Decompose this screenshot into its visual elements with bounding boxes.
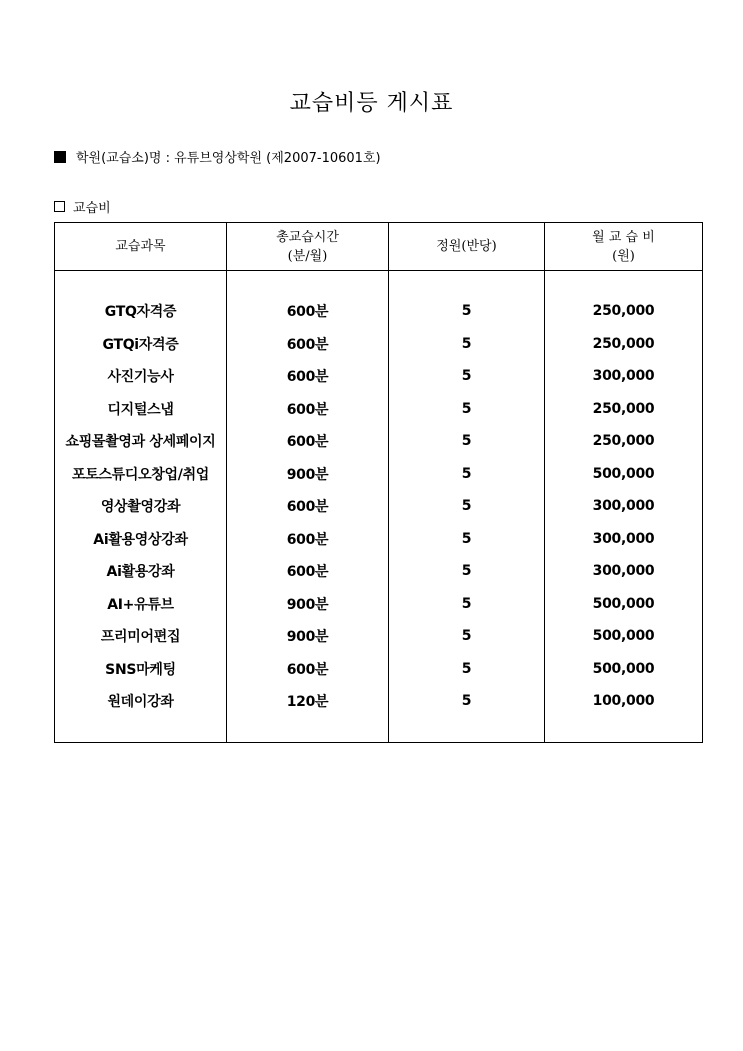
cell-hours: 600분 <box>227 490 389 523</box>
cell-hours: 600분 <box>227 653 389 686</box>
table-row <box>55 588 703 621</box>
cell-course: 포토스튜디오창업/취업 <box>55 458 227 491</box>
table-row <box>55 620 703 653</box>
cell-hours: 900분 <box>227 458 389 491</box>
filled-square-bullet-icon <box>54 151 66 163</box>
cell-fee: 100,000 <box>545 685 703 718</box>
table-row <box>55 685 703 718</box>
cell-hours: 600분 <box>227 360 389 393</box>
cell-capacity: 5 <box>389 685 545 718</box>
cell-hours: 900분 <box>227 620 389 653</box>
cell-capacity: 5 <box>389 328 545 361</box>
cell-capacity: 5 <box>389 490 545 523</box>
table-row <box>55 555 703 588</box>
header-course: 교습과목 <box>55 223 227 271</box>
spacer-row <box>55 271 703 296</box>
table-row <box>55 653 703 686</box>
cell-fee: 500,000 <box>545 458 703 491</box>
cell-fee: 250,000 <box>545 425 703 458</box>
cell-capacity: 5 <box>389 425 545 458</box>
cell-capacity: 5 <box>389 588 545 621</box>
cell-fee: 250,000 <box>545 295 703 328</box>
table-header-row <box>55 223 703 271</box>
table-row <box>55 523 703 556</box>
table-row <box>55 490 703 523</box>
cell-hours: 600분 <box>227 523 389 556</box>
cell-course: 영상촬영강좌 <box>55 490 227 523</box>
cell-fee: 300,000 <box>545 360 703 393</box>
cell-course: GTQi자격증 <box>55 328 227 361</box>
spacer-row <box>55 718 703 743</box>
academy-label: 학원(교습소)명 : 유튜브영상학원 (제2007-10601호) <box>76 151 381 166</box>
cell-fee: 250,000 <box>545 328 703 361</box>
cell-hours: 900분 <box>227 588 389 621</box>
cell-course: AI+유튜브 <box>55 588 227 621</box>
cell-course: Ai활용강좌 <box>55 555 227 588</box>
cell-course: 프리미어편집 <box>55 620 227 653</box>
cell-capacity: 5 <box>389 523 545 556</box>
cell-capacity: 5 <box>389 393 545 426</box>
page-title: 교습비등 게시표 <box>289 91 454 116</box>
table-row <box>55 360 703 393</box>
cell-course: 원데이강좌 <box>55 685 227 718</box>
section-label: 교습비 <box>73 201 111 216</box>
cell-fee: 300,000 <box>545 555 703 588</box>
cell-fee: 500,000 <box>545 588 703 621</box>
cell-hours: 120분 <box>227 685 389 718</box>
cell-hours: 600분 <box>227 328 389 361</box>
cell-hours: 600분 <box>227 295 389 328</box>
cell-capacity: 5 <box>389 295 545 328</box>
cell-hours: 600분 <box>227 555 389 588</box>
cell-hours: 600분 <box>227 425 389 458</box>
cell-fee: 300,000 <box>545 523 703 556</box>
cell-fee: 300,000 <box>545 490 703 523</box>
cell-course: 사진기능사 <box>55 360 227 393</box>
table-row <box>55 295 703 328</box>
cell-capacity: 5 <box>389 555 545 588</box>
header-hours: 총교습시간 (분/월) <box>227 223 389 271</box>
header-capacity: 정원(반당) <box>389 223 545 271</box>
cell-course: SNS마케팅 <box>55 653 227 686</box>
header-fee: 월 교 습 비 (원) <box>545 223 703 271</box>
cell-course: Ai활용영상강좌 <box>55 523 227 556</box>
section-heading <box>54 197 111 216</box>
cell-capacity: 5 <box>389 458 545 491</box>
academy-info <box>54 147 381 166</box>
cell-capacity: 5 <box>389 620 545 653</box>
table-row <box>55 458 703 491</box>
empty-square-bullet-icon <box>54 201 65 212</box>
table-row <box>55 425 703 458</box>
cell-course: 쇼핑몰촬영과 상세페이지 <box>55 425 227 458</box>
cell-fee: 500,000 <box>545 620 703 653</box>
cell-course: 디지털스냅 <box>55 393 227 426</box>
cell-capacity: 5 <box>389 653 545 686</box>
fee-table <box>54 222 703 743</box>
table-row <box>55 393 703 426</box>
cell-capacity: 5 <box>389 360 545 393</box>
cell-course: GTQ자격증 <box>55 295 227 328</box>
cell-fee: 250,000 <box>545 393 703 426</box>
cell-hours: 600분 <box>227 393 389 426</box>
cell-fee: 500,000 <box>545 653 703 686</box>
table-row <box>55 328 703 361</box>
